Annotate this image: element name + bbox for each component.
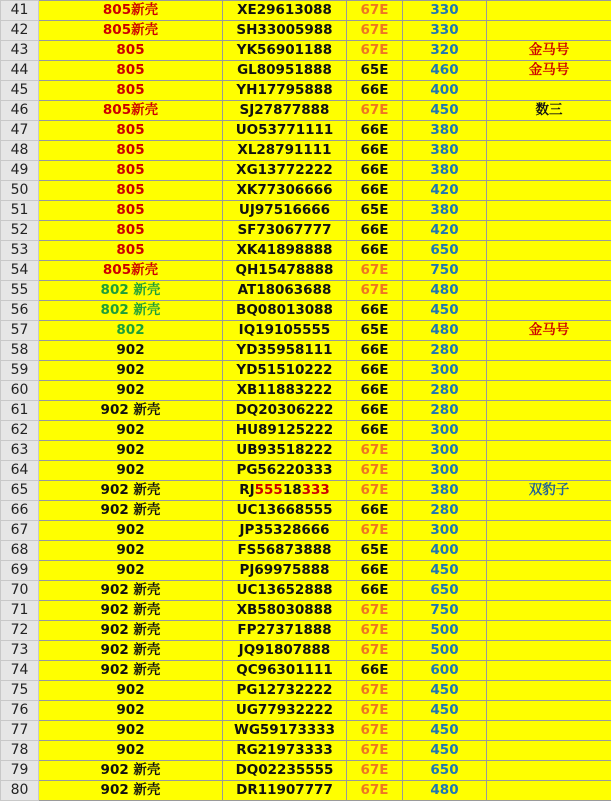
code-cell[interactable]: GL80951888: [223, 61, 347, 81]
model-cell[interactable]: 902 新壳: [39, 501, 223, 521]
note-cell[interactable]: [487, 681, 611, 701]
row-number-header[interactable]: 44: [1, 61, 39, 81]
grade-cell[interactable]: 65E: [347, 321, 403, 341]
price-cell[interactable]: 650: [403, 761, 487, 781]
row-number-header[interactable]: 53: [1, 241, 39, 261]
price-cell[interactable]: 650: [403, 241, 487, 261]
note-cell[interactable]: 金马号: [487, 321, 611, 341]
price-cell[interactable]: 280: [403, 501, 487, 521]
price-cell[interactable]: 750: [403, 601, 487, 621]
table-row: [1, 421, 611, 441]
code-cell[interactable]: YK56901188: [223, 41, 347, 61]
grade-cell[interactable]: 67E: [347, 481, 403, 501]
table-row: [1, 761, 611, 781]
grade-cell[interactable]: 67E: [347, 261, 403, 281]
table-row: [1, 301, 611, 321]
price-cell[interactable]: 450: [403, 701, 487, 721]
row-number-header[interactable]: 64: [1, 461, 39, 481]
grade-cell[interactable]: 67E: [347, 21, 403, 41]
table-row: [1, 501, 611, 521]
price-cell[interactable]: 330: [403, 1, 487, 21]
price-cell[interactable]: 480: [403, 281, 487, 301]
table-row: [1, 781, 611, 801]
price-cell[interactable]: 450: [403, 681, 487, 701]
model-cell[interactable]: 902: [39, 701, 223, 721]
row-number-header[interactable]: 70: [1, 581, 39, 601]
grade-cell[interactable]: 66E: [347, 181, 403, 201]
price-cell[interactable]: 320: [403, 41, 487, 61]
note-cell[interactable]: [487, 581, 611, 601]
note-cell[interactable]: 双豹子: [487, 481, 611, 501]
model-cell[interactable]: 805: [39, 201, 223, 221]
table-row: [1, 701, 611, 721]
note-cell[interactable]: [487, 781, 611, 801]
table-row: [1, 661, 611, 681]
row-number-header[interactable]: 46: [1, 101, 39, 121]
price-cell[interactable]: 380: [403, 141, 487, 161]
grade-cell[interactable]: 66E: [347, 161, 403, 181]
note-cell[interactable]: [487, 601, 611, 621]
table-row: [1, 341, 611, 361]
model-cell[interactable]: 902: [39, 541, 223, 561]
row-number-header[interactable]: 52: [1, 221, 39, 241]
note-cell[interactable]: [487, 621, 611, 641]
grade-cell[interactable]: 66E: [347, 401, 403, 421]
table-row: [1, 481, 611, 501]
price-cell[interactable]: 380: [403, 161, 487, 181]
price-cell[interactable]: 450: [403, 741, 487, 761]
price-cell[interactable]: 300: [403, 421, 487, 441]
table-row: [1, 321, 611, 341]
model-cell[interactable]: 902 新壳: [39, 581, 223, 601]
price-cell[interactable]: 400: [403, 81, 487, 101]
grade-cell[interactable]: 66E: [347, 361, 403, 381]
code-segment: RJ: [239, 482, 255, 498]
table-row: [1, 261, 611, 281]
code-cell[interactable]: XB58030888: [223, 601, 347, 621]
model-cell[interactable]: 902 新壳: [39, 621, 223, 641]
price-cell[interactable]: 750: [403, 261, 487, 281]
table-row: [1, 201, 611, 221]
code-cell[interactable]: QC96301111: [223, 661, 347, 681]
grade-cell[interactable]: 66E: [347, 141, 403, 161]
model-cell[interactable]: 902: [39, 361, 223, 381]
grade-cell[interactable]: 66E: [347, 381, 403, 401]
note-cell[interactable]: [487, 361, 611, 381]
grade-cell[interactable]: 67E: [347, 621, 403, 641]
grade-cell[interactable]: 67E: [347, 281, 403, 301]
table-row: [1, 401, 611, 421]
note-cell[interactable]: [487, 121, 611, 141]
model-cell[interactable]: 805: [39, 141, 223, 161]
model-cell[interactable]: 902: [39, 381, 223, 401]
note-cell[interactable]: [487, 561, 611, 581]
row-number-header[interactable]: 45: [1, 81, 39, 101]
model-cell[interactable]: 902 新壳: [39, 641, 223, 661]
price-cell[interactable]: 480: [403, 321, 487, 341]
row-number-header[interactable]: 66: [1, 501, 39, 521]
row-number-header[interactable]: 71: [1, 601, 39, 621]
price-cell[interactable]: 450: [403, 561, 487, 581]
note-cell[interactable]: [487, 521, 611, 541]
note-cell[interactable]: [487, 401, 611, 421]
price-cell[interactable]: 420: [403, 221, 487, 241]
code-segment: 18: [282, 482, 302, 498]
grade-cell[interactable]: 67E: [347, 641, 403, 661]
price-cell[interactable]: 480: [403, 781, 487, 801]
grade-cell[interactable]: 67E: [347, 521, 403, 541]
row-number-header[interactable]: 47: [1, 121, 39, 141]
table-row: [1, 81, 611, 101]
model-cell[interactable]: 902 新壳: [39, 401, 223, 421]
row-number-header[interactable]: 43: [1, 41, 39, 61]
table-row: [1, 121, 611, 141]
price-cell[interactable]: 380: [403, 201, 487, 221]
code-cell[interactable]: WG59173333: [223, 721, 347, 741]
code-cell[interactable]: UJ97516666: [223, 201, 347, 221]
row-number-header[interactable]: 68: [1, 541, 39, 561]
table-row: [1, 281, 611, 301]
row-number-header[interactable]: 78: [1, 741, 39, 761]
table-row: [1, 61, 611, 81]
code-cell[interactable]: PG12732222: [223, 681, 347, 701]
code-cell[interactable]: SJ27877888: [223, 101, 347, 121]
table-row: [1, 461, 611, 481]
price-cell[interactable]: 420: [403, 181, 487, 201]
note-cell[interactable]: [487, 461, 611, 481]
grade-cell[interactable]: 66E: [347, 661, 403, 681]
model-cell[interactable]: 805: [39, 121, 223, 141]
code-cell[interactable]: UC13668555: [223, 501, 347, 521]
grade-cell[interactable]: 67E: [347, 681, 403, 701]
grade-cell[interactable]: 66E: [347, 581, 403, 601]
table-row: [1, 141, 611, 161]
table-row: [1, 721, 611, 741]
note-cell[interactable]: 金马号: [487, 61, 611, 81]
code-cell[interactable]: XE29613088: [223, 1, 347, 21]
model-cell[interactable]: 902: [39, 461, 223, 481]
model-cell[interactable]: 902: [39, 721, 223, 741]
table-row: [1, 681, 611, 701]
grade-cell[interactable]: 65E: [347, 61, 403, 81]
code-cell[interactable]: BQ08013088: [223, 301, 347, 321]
row-number-header[interactable]: 41: [1, 1, 39, 21]
row-number-header[interactable]: 77: [1, 721, 39, 741]
model-cell[interactable]: 802: [39, 321, 223, 341]
code-cell[interactable]: UB93518222: [223, 441, 347, 461]
note-cell[interactable]: [487, 161, 611, 181]
model-cell[interactable]: 805: [39, 241, 223, 261]
note-cell[interactable]: [487, 241, 611, 261]
table-row: [1, 361, 611, 381]
row-number-header[interactable]: 61: [1, 401, 39, 421]
grade-cell[interactable]: 66E: [347, 121, 403, 141]
code-cell[interactable]: SF73067777: [223, 221, 347, 241]
model-cell[interactable]: 805: [39, 81, 223, 101]
row-number-header[interactable]: 65: [1, 481, 39, 501]
note-cell[interactable]: [487, 141, 611, 161]
table-row: [1, 621, 611, 641]
model-cell[interactable]: 805: [39, 221, 223, 241]
price-cell[interactable]: 500: [403, 621, 487, 641]
grade-cell[interactable]: 66E: [347, 501, 403, 521]
row-number-header[interactable]: 75: [1, 681, 39, 701]
row-number-header[interactable]: 73: [1, 641, 39, 661]
table-row: [1, 241, 611, 261]
price-cell[interactable]: 380: [403, 121, 487, 141]
note-cell[interactable]: [487, 441, 611, 461]
row-number-header[interactable]: 54: [1, 261, 39, 281]
code-cell[interactable]: XK77306666: [223, 181, 347, 201]
code-cell[interactable]: YD35958111: [223, 341, 347, 361]
note-cell[interactable]: [487, 201, 611, 221]
table-row: [1, 381, 611, 401]
grade-cell[interactable]: 67E: [347, 101, 403, 121]
row-number-header[interactable]: 79: [1, 761, 39, 781]
code-cell[interactable]: FP27371888: [223, 621, 347, 641]
model-cell[interactable]: 902: [39, 741, 223, 761]
price-cell[interactable]: 450: [403, 721, 487, 741]
code-cell[interactable]: SH33005988: [223, 21, 347, 41]
row-number-header[interactable]: 58: [1, 341, 39, 361]
model-cell[interactable]: 902 新壳: [39, 661, 223, 681]
price-cell[interactable]: 300: [403, 441, 487, 461]
grade-cell[interactable]: 67E: [347, 761, 403, 781]
row-number-header[interactable]: 48: [1, 141, 39, 161]
row-number-header[interactable]: 51: [1, 201, 39, 221]
code-cell[interactable]: UC13652888: [223, 581, 347, 601]
note-cell[interactable]: [487, 501, 611, 521]
grade-cell[interactable]: 66E: [347, 81, 403, 101]
price-cell[interactable]: 330: [403, 21, 487, 41]
note-cell[interactable]: [487, 421, 611, 441]
price-cell[interactable]: 600: [403, 661, 487, 681]
price-cell[interactable]: 280: [403, 401, 487, 421]
note-cell[interactable]: [487, 701, 611, 721]
model-cell[interactable]: 902 新壳: [39, 601, 223, 621]
grade-cell[interactable]: 67E: [347, 741, 403, 761]
code-cell[interactable]: AT18063688: [223, 281, 347, 301]
note-cell[interactable]: [487, 81, 611, 101]
note-cell[interactable]: [487, 381, 611, 401]
price-cell[interactable]: 450: [403, 101, 487, 121]
code-cell[interactable]: RG21973333: [223, 741, 347, 761]
note-cell[interactable]: [487, 341, 611, 361]
note-cell[interactable]: [487, 661, 611, 681]
table-row: [1, 601, 611, 621]
model-cell[interactable]: 805新壳: [39, 1, 223, 21]
price-cell[interactable]: 460: [403, 61, 487, 81]
grade-cell[interactable]: 67E: [347, 721, 403, 741]
table-row: [1, 181, 611, 201]
model-cell[interactable]: 902: [39, 441, 223, 461]
table-row: [1, 741, 611, 761]
code-cell[interactable]: UG77932222: [223, 701, 347, 721]
note-cell[interactable]: 数三: [487, 101, 611, 121]
model-cell[interactable]: 805: [39, 161, 223, 181]
grade-cell[interactable]: 67E: [347, 441, 403, 461]
price-cell[interactable]: 300: [403, 361, 487, 381]
row-number-header[interactable]: 57: [1, 321, 39, 341]
model-cell[interactable]: 902 新壳: [39, 781, 223, 801]
code-cell[interactable]: YH17795888: [223, 81, 347, 101]
row-number-header[interactable]: 56: [1, 301, 39, 321]
row-number-header[interactable]: 63: [1, 441, 39, 461]
code-cell[interactable]: DQ20306222: [223, 401, 347, 421]
code-cell[interactable]: UO53771111: [223, 121, 347, 141]
note-cell[interactable]: [487, 301, 611, 321]
note-cell[interactable]: [487, 741, 611, 761]
model-cell[interactable]: 805: [39, 61, 223, 81]
code-cell[interactable]: HU89125222: [223, 421, 347, 441]
code-cell[interactable]: XG13772222: [223, 161, 347, 181]
model-cell[interactable]: 902: [39, 561, 223, 581]
model-cell[interactable]: 902 新壳: [39, 481, 223, 501]
code-cell[interactable]: QH15478888: [223, 261, 347, 281]
row-number-header[interactable]: 50: [1, 181, 39, 201]
model-cell[interactable]: 805新壳: [39, 21, 223, 41]
grade-cell[interactable]: 66E: [347, 341, 403, 361]
price-cell[interactable]: 300: [403, 521, 487, 541]
code-cell[interactable]: JP35328666: [223, 521, 347, 541]
model-cell[interactable]: 805新壳: [39, 261, 223, 281]
note-cell[interactable]: [487, 181, 611, 201]
note-cell[interactable]: [487, 641, 611, 661]
row-number-header[interactable]: 80: [1, 781, 39, 801]
model-cell[interactable]: 805: [39, 181, 223, 201]
code-cell[interactable]: XL28791111: [223, 141, 347, 161]
code-cell[interactable]: XB11883222: [223, 381, 347, 401]
row-number-header[interactable]: 67: [1, 521, 39, 541]
table-row: [1, 161, 611, 181]
row-number-header[interactable]: 62: [1, 421, 39, 441]
model-cell[interactable]: 802 新壳: [39, 301, 223, 321]
code-cell[interactable]: FS56873888: [223, 541, 347, 561]
grade-cell[interactable]: 67E: [347, 41, 403, 61]
grade-cell[interactable]: 66E: [347, 561, 403, 581]
row-number-header[interactable]: 59: [1, 361, 39, 381]
model-cell[interactable]: 902: [39, 341, 223, 361]
note-cell[interactable]: [487, 541, 611, 561]
code-cell[interactable]: IQ19105555: [223, 321, 347, 341]
note-cell[interactable]: [487, 281, 611, 301]
grade-cell[interactable]: 67E: [347, 461, 403, 481]
model-cell[interactable]: 902 新壳: [39, 761, 223, 781]
code-segment: 333: [301, 482, 330, 498]
price-cell[interactable]: 300: [403, 461, 487, 481]
table-row: [1, 441, 611, 461]
code-cell[interactable]: DQ02235555: [223, 761, 347, 781]
grade-cell[interactable]: 67E: [347, 601, 403, 621]
model-cell[interactable]: 805: [39, 41, 223, 61]
table-row: [1, 101, 611, 121]
row-number-header[interactable]: 49: [1, 161, 39, 181]
price-cell[interactable]: 450: [403, 301, 487, 321]
grade-cell[interactable]: 66E: [347, 301, 403, 321]
note-cell[interactable]: [487, 261, 611, 281]
note-cell[interactable]: [487, 221, 611, 241]
code-cell[interactable]: DR11907777: [223, 781, 347, 801]
price-cell[interactable]: 500: [403, 641, 487, 661]
table-row: [1, 521, 611, 541]
grade-cell[interactable]: 65E: [347, 201, 403, 221]
grade-cell[interactable]: 65E: [347, 541, 403, 561]
code-cell[interactable]: PJ69975888: [223, 561, 347, 581]
grade-cell[interactable]: 67E: [347, 781, 403, 801]
table-row: [1, 221, 611, 241]
grade-cell[interactable]: 66E: [347, 221, 403, 241]
table-row: [1, 581, 611, 601]
row-number-header[interactable]: 42: [1, 21, 39, 41]
price-cell[interactable]: 650: [403, 581, 487, 601]
code-cell[interactable]: PG56220333: [223, 461, 347, 481]
note-cell[interactable]: [487, 761, 611, 781]
code-segment: 555: [254, 482, 283, 498]
spreadsheet-body: [1, 1, 611, 801]
row-number-header[interactable]: 69: [1, 561, 39, 581]
table-row: [1, 21, 611, 41]
row-number-header[interactable]: 55: [1, 281, 39, 301]
grade-cell[interactable]: 66E: [347, 421, 403, 441]
grade-cell[interactable]: 66E: [347, 241, 403, 261]
grade-cell[interactable]: 67E: [347, 1, 403, 21]
table-row: [1, 541, 611, 561]
note-cell[interactable]: [487, 1, 611, 21]
note-cell[interactable]: [487, 21, 611, 41]
price-cell[interactable]: 400: [403, 541, 487, 561]
price-cell[interactable]: 280: [403, 341, 487, 361]
price-cell[interactable]: 380: [403, 481, 487, 501]
code-cell[interactable]: YD51510222: [223, 361, 347, 381]
code-cell[interactable]: JQ91807888: [223, 641, 347, 661]
row-number-header[interactable]: 60: [1, 381, 39, 401]
table-row: [1, 561, 611, 581]
row-number-header[interactable]: 76: [1, 701, 39, 721]
note-cell[interactable]: 金马号: [487, 41, 611, 61]
table-row: [1, 641, 611, 661]
model-cell[interactable]: 802 新壳: [39, 281, 223, 301]
note-cell[interactable]: [487, 721, 611, 741]
row-number-header[interactable]: 72: [1, 621, 39, 641]
model-cell[interactable]: 805新壳: [39, 101, 223, 121]
price-cell[interactable]: 280: [403, 381, 487, 401]
model-cell[interactable]: 902: [39, 681, 223, 701]
model-cell[interactable]: 902: [39, 521, 223, 541]
table-row: [1, 1, 611, 21]
grade-cell[interactable]: 67E: [347, 701, 403, 721]
code-cell[interactable]: XK41898888: [223, 241, 347, 261]
table-row: [1, 41, 611, 61]
row-number-header[interactable]: 74: [1, 661, 39, 681]
code-cell[interactable]: [223, 481, 347, 501]
model-cell[interactable]: 902: [39, 421, 223, 441]
